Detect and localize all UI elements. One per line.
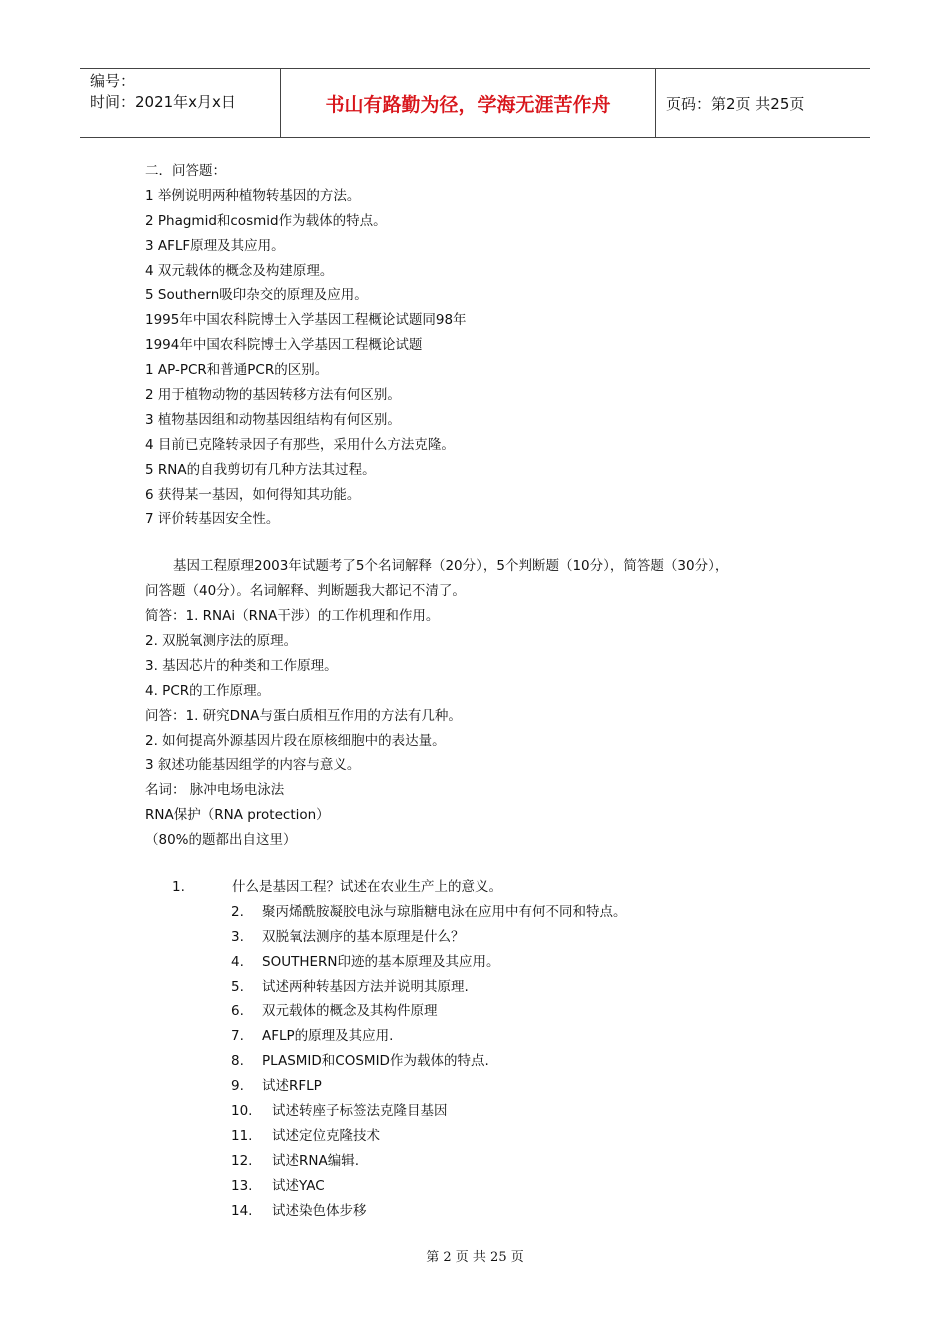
list-item (172, 999, 627, 1024)
item-number: 4. (231, 953, 244, 970)
header-motto: 书山有路勤为径，学海无涯苦作舟 (281, 69, 656, 137)
item-number: 5. (231, 978, 244, 995)
text-line: 5 Southern吸印杂交的原理及应用。 (145, 287, 368, 304)
text-line: RNA保护（RNA protection） (145, 807, 330, 824)
paragraph-line: 问答题（40分）。名词解释、判断题我大都记不清了。 (145, 583, 466, 600)
text-line: 1 举例说明两种植物转基因的方法。 (145, 187, 361, 204)
list-item (172, 1149, 627, 1174)
text-line: 5 RNA的自我剪切有几种方法其过程。 (145, 461, 376, 478)
item-number: 7. (231, 1028, 244, 1045)
item-text: 试述RNA编辑. (272, 1152, 360, 1169)
item-text: 双脱氧法测序的基本原理是什么？ (262, 928, 465, 945)
text-line: （80%的题都出自这里） (145, 832, 297, 849)
item-number: 12. (231, 1152, 253, 1169)
text-line: 1995年中国农科院博士入学基因工程概论试题同98年 (145, 312, 467, 329)
item-text: 双元载体的概念及其构件原理 (262, 1003, 438, 1020)
text-line: 名词： 脉冲电场电泳法 (145, 782, 285, 799)
text-line: 简答：1. RNAi（RNA干涉）的工作机理和作用。 (145, 608, 440, 625)
text-line: 二．问答题： (145, 163, 226, 179)
text-line: 6 获得某一基因，如何得知其功能。 (145, 486, 361, 503)
page-header (80, 68, 870, 138)
text-line: 1 AP-PCR和普通PCR的区别。 (145, 362, 329, 379)
list-item (172, 950, 627, 975)
text-line: 2. 如何提高外源基因片段在原核细胞中的表达量。 (145, 732, 446, 749)
list-item (172, 875, 627, 900)
list-item (172, 925, 627, 950)
item-number: 2. (231, 903, 244, 920)
list-item (172, 900, 627, 925)
text-line: 3 AFLF原理及其应用。 (145, 237, 285, 254)
text-line: 2 Phagmid和cosmid作为载体的特点。 (145, 212, 387, 229)
item-text: 试述YAC (272, 1177, 325, 1194)
text-line: 问答：1. 研究DNA与蛋白质相互作用的方法有几种。 (145, 707, 462, 724)
time-label: 时间：2021年x月x日 (90, 93, 236, 111)
text-line: 4 双元载体的概念及构建原理。 (145, 262, 334, 279)
item-text: 试述转座子标签法克隆目基因 (272, 1103, 448, 1120)
item-text: 试述两种转基因方法并说明其原理. (262, 978, 469, 995)
item-text: SOUTHERN印迹的基本原理及其应用。 (262, 953, 500, 970)
item-number: 1. (172, 879, 185, 895)
item-text: 试述定位克隆技术 (272, 1127, 380, 1144)
text-line: 4 目前已克隆转录因子有那些，采用什么方法克隆。 (145, 436, 455, 453)
numbered-question-list (172, 875, 627, 1223)
list-item (172, 1024, 627, 1049)
serial-label: 编号： (90, 72, 136, 90)
text-line: 4. PCR的工作原理。 (145, 682, 271, 699)
item-text: 试述染色体步移 (272, 1202, 367, 1219)
item-text: PLASMID和COSMID作为载体的特点. (262, 1053, 489, 1070)
item-number: 8. (231, 1053, 244, 1070)
item-number: 6. (231, 1003, 244, 1020)
list-item (172, 1174, 627, 1199)
list-item (172, 1124, 627, 1149)
header-meta (80, 69, 281, 137)
header-page-number: 页码：第2页 共25页 (666, 94, 805, 113)
list-item (172, 1099, 627, 1124)
item-number: 3. (231, 928, 244, 945)
list-item (172, 1049, 627, 1074)
item-text: AFLP的原理及其应用. (262, 1028, 394, 1045)
list-item (172, 1074, 627, 1099)
item-text: 什么是基因工程？试述在农业生产上的意义。 (232, 879, 502, 895)
text-line: 3 植物基因组和动物基因组结构有何区别。 (145, 411, 401, 428)
item-number: 11. (231, 1127, 253, 1144)
page-footer: 第 2 页 共 25 页 (426, 1250, 524, 1265)
item-number: 13. (231, 1177, 253, 1194)
item-text: 聚丙烯酰胺凝胶电泳与琼脂糖电泳在应用中有何不同和特点。 (262, 903, 627, 920)
paragraph-line: 基因工程原理2003年试题考了5个名词解释（20分），5个判断题（10分），简答题（30分）， (173, 558, 729, 575)
document-body (145, 159, 825, 853)
text-line: 1994年中国农科院博士入学基因工程概论试题 (145, 337, 423, 354)
list-item (172, 975, 627, 1000)
text-line: 3. 基因芯片的种类和工作原理。 (145, 657, 338, 674)
item-text: 试述RFLP (262, 1078, 322, 1095)
list-item (172, 1199, 627, 1224)
item-number: 14. (231, 1202, 253, 1219)
text-line: 2 用于植物动物的基因转移方法有何区别。 (145, 387, 401, 404)
text-line: 7 评价转基因安全性。 (145, 511, 280, 528)
item-number: 10. (231, 1103, 253, 1120)
text-line: 2. 双脱氧测序法的原理。 (145, 633, 298, 650)
item-number: 9. (231, 1078, 244, 1095)
text-line: 3 叙述功能基因组学的内容与意义。 (145, 757, 361, 774)
